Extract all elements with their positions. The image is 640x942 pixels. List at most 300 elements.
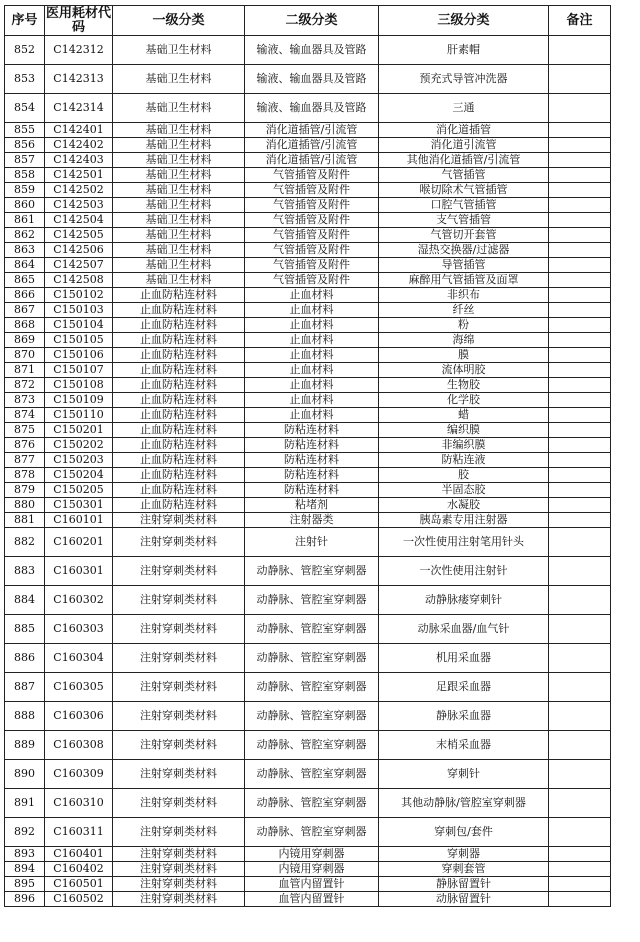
cell-level2-category: 止血材料 <box>245 333 379 348</box>
cell-level1-category: 止血防粘连材料 <box>113 498 245 513</box>
cell-remarks <box>549 453 611 468</box>
cell-level2-category: 气管插管及附件 <box>245 213 379 228</box>
table-row <box>5 363 611 378</box>
cell-consumable-code: C150102 <box>45 288 113 303</box>
cell-remarks <box>549 243 611 258</box>
cell-remarks <box>549 258 611 273</box>
cell-consumable-code: C142312 <box>45 36 113 65</box>
cell-level2-category: 血管内留置针 <box>245 892 379 907</box>
header-level2-category: 二级分类 <box>245 6 379 36</box>
cell-level1-category: 基础卫生材料 <box>113 198 245 213</box>
cell-remarks <box>549 408 611 423</box>
cell-level2-category: 气管插管及附件 <box>245 183 379 198</box>
cell-remarks <box>549 123 611 138</box>
table-row <box>5 644 611 673</box>
cell-level3-category: 其他动静脉/管腔室穿刺器 <box>379 789 549 818</box>
cell-serial-no: 857 <box>5 153 45 168</box>
cell-consumable-code: C150301 <box>45 498 113 513</box>
cell-level2-category: 防粘连材料 <box>245 468 379 483</box>
cell-consumable-code: C150203 <box>45 453 113 468</box>
cell-level1-category: 基础卫生材料 <box>113 258 245 273</box>
cell-level1-category: 注射穿刺类材料 <box>113 731 245 760</box>
cell-serial-no: 872 <box>5 378 45 393</box>
cell-consumable-code: C160309 <box>45 760 113 789</box>
cell-serial-no: 879 <box>5 483 45 498</box>
cell-serial-no: 877 <box>5 453 45 468</box>
table-row <box>5 213 611 228</box>
cell-consumable-code: C160302 <box>45 586 113 615</box>
table-row <box>5 288 611 303</box>
cell-serial-no: 868 <box>5 318 45 333</box>
cell-consumable-code: C160201 <box>45 528 113 557</box>
cell-consumable-code: C142506 <box>45 243 113 258</box>
cell-consumable-code: C160101 <box>45 513 113 528</box>
table-row <box>5 94 611 123</box>
cell-remarks <box>549 818 611 847</box>
cell-serial-no: 895 <box>5 877 45 892</box>
cell-level1-category: 止血防粘连材料 <box>113 333 245 348</box>
cell-serial-no: 882 <box>5 528 45 557</box>
cell-level3-category: 足跟采血器 <box>379 673 549 702</box>
cell-serial-no: 854 <box>5 94 45 123</box>
cell-remarks <box>549 213 611 228</box>
cell-level1-category: 止血防粘连材料 <box>113 408 245 423</box>
cell-consumable-code: C150109 <box>45 393 113 408</box>
cell-remarks <box>549 183 611 198</box>
cell-remarks <box>549 168 611 183</box>
cell-serial-no: 874 <box>5 408 45 423</box>
cell-level2-category: 动静脉、管腔室穿刺器 <box>245 615 379 644</box>
cell-serial-no: 865 <box>5 273 45 288</box>
cell-level3-category: 膜 <box>379 348 549 363</box>
cell-remarks <box>549 348 611 363</box>
cell-consumable-code: C160501 <box>45 877 113 892</box>
cell-consumable-code: C150110 <box>45 408 113 423</box>
cell-level2-category: 输液、输血器具及管路 <box>245 36 379 65</box>
table-row <box>5 243 611 258</box>
cell-level1-category: 基础卫生材料 <box>113 153 245 168</box>
cell-serial-no: 886 <box>5 644 45 673</box>
cell-serial-no: 859 <box>5 183 45 198</box>
cell-level1-category: 基础卫生材料 <box>113 168 245 183</box>
cell-serial-no: 869 <box>5 333 45 348</box>
table-row <box>5 438 611 453</box>
header-serial-no: 序号 <box>5 6 45 36</box>
cell-level3-category: 蜡 <box>379 408 549 423</box>
cell-level1-category: 止血防粘连材料 <box>113 378 245 393</box>
cell-consumable-code: C150106 <box>45 348 113 363</box>
cell-serial-no: 862 <box>5 228 45 243</box>
cell-level1-category: 止血防粘连材料 <box>113 438 245 453</box>
table-row <box>5 731 611 760</box>
cell-level3-category: 末梢采血器 <box>379 731 549 760</box>
cell-consumable-code: C150107 <box>45 363 113 378</box>
table-row <box>5 168 611 183</box>
cell-level3-category: 编织膜 <box>379 423 549 438</box>
cell-serial-no: 894 <box>5 862 45 877</box>
cell-remarks <box>549 528 611 557</box>
cell-serial-no: 858 <box>5 168 45 183</box>
cell-remarks <box>549 702 611 731</box>
cell-remarks <box>549 847 611 862</box>
table-row <box>5 760 611 789</box>
cell-serial-no: 896 <box>5 892 45 907</box>
cell-serial-no: 863 <box>5 243 45 258</box>
table-row <box>5 862 611 877</box>
cell-level1-category: 注射穿刺类材料 <box>113 513 245 528</box>
cell-remarks <box>549 615 611 644</box>
cell-serial-no: 883 <box>5 557 45 586</box>
cell-level2-category: 气管插管及附件 <box>245 228 379 243</box>
cell-remarks <box>549 138 611 153</box>
cell-serial-no: 871 <box>5 363 45 378</box>
cell-level2-category: 血管内留置针 <box>245 877 379 892</box>
cell-serial-no: 888 <box>5 702 45 731</box>
cell-level2-category: 动静脉、管腔室穿刺器 <box>245 818 379 847</box>
cell-level1-category: 止血防粘连材料 <box>113 468 245 483</box>
table-row <box>5 36 611 65</box>
cell-level1-category: 注射穿刺类材料 <box>113 615 245 644</box>
cell-level3-category: 湿热交换器/过滤器 <box>379 243 549 258</box>
cell-level1-category: 注射穿刺类材料 <box>113 818 245 847</box>
cell-level1-category: 止血防粘连材料 <box>113 453 245 468</box>
table-row <box>5 393 611 408</box>
cell-level1-category: 注射穿刺类材料 <box>113 892 245 907</box>
header-level1-category: 一级分类 <box>113 6 245 36</box>
cell-level1-category: 止血防粘连材料 <box>113 423 245 438</box>
cell-level2-category: 动静脉、管腔室穿刺器 <box>245 702 379 731</box>
cell-level3-category: 胶 <box>379 468 549 483</box>
cell-serial-no: 867 <box>5 303 45 318</box>
table-row <box>5 498 611 513</box>
table-row <box>5 468 611 483</box>
cell-level1-category: 注射穿刺类材料 <box>113 644 245 673</box>
table-row <box>5 847 611 862</box>
cell-level1-category: 基础卫生材料 <box>113 183 245 198</box>
cell-level2-category: 止血材料 <box>245 378 379 393</box>
cell-serial-no: 887 <box>5 673 45 702</box>
cell-consumable-code: C160401 <box>45 847 113 862</box>
cell-level2-category: 注射器类 <box>245 513 379 528</box>
table-row <box>5 198 611 213</box>
cell-level1-category: 注射穿刺类材料 <box>113 528 245 557</box>
cell-consumable-code: C142402 <box>45 138 113 153</box>
cell-remarks <box>549 198 611 213</box>
cell-level1-category: 止血防粘连材料 <box>113 483 245 498</box>
cell-remarks <box>549 438 611 453</box>
cell-serial-no: 890 <box>5 760 45 789</box>
cell-serial-no: 878 <box>5 468 45 483</box>
cell-serial-no: 852 <box>5 36 45 65</box>
cell-serial-no: 866 <box>5 288 45 303</box>
cell-level3-category: 动脉留置针 <box>379 892 549 907</box>
table-row <box>5 673 611 702</box>
cell-consumable-code: C160305 <box>45 673 113 702</box>
table-row <box>5 702 611 731</box>
cell-remarks <box>549 378 611 393</box>
cell-level3-category: 穿刺针 <box>379 760 549 789</box>
cell-consumable-code: C142504 <box>45 213 113 228</box>
cell-level2-category: 防粘连材料 <box>245 423 379 438</box>
cell-level1-category: 止血防粘连材料 <box>113 288 245 303</box>
cell-level1-category: 注射穿刺类材料 <box>113 847 245 862</box>
cell-consumable-code: C160306 <box>45 702 113 731</box>
medical-consumables-table <box>4 5 611 907</box>
cell-level1-category: 基础卫生材料 <box>113 94 245 123</box>
cell-remarks <box>549 892 611 907</box>
cell-level3-category: 半固态胶 <box>379 483 549 498</box>
cell-level2-category: 消化道插管/引流管 <box>245 123 379 138</box>
table-row <box>5 892 611 907</box>
table-row <box>5 408 611 423</box>
cell-level3-category: 动脉采血器/血气针 <box>379 615 549 644</box>
cell-level3-category: 静脉采血器 <box>379 702 549 731</box>
cell-level2-category: 消化道插管/引流管 <box>245 138 379 153</box>
cell-level2-category: 防粘连材料 <box>245 438 379 453</box>
cell-level3-category: 化学胶 <box>379 393 549 408</box>
cell-remarks <box>549 303 611 318</box>
cell-level3-category: 海绵 <box>379 333 549 348</box>
cell-remarks <box>549 288 611 303</box>
cell-consumable-code: C160304 <box>45 644 113 673</box>
cell-consumable-code: C142503 <box>45 198 113 213</box>
cell-remarks <box>549 586 611 615</box>
cell-level2-category: 气管插管及附件 <box>245 168 379 183</box>
cell-level1-category: 止血防粘连材料 <box>113 348 245 363</box>
cell-level1-category: 基础卫生材料 <box>113 65 245 94</box>
cell-level3-category: 机用采血器 <box>379 644 549 673</box>
cell-serial-no: 856 <box>5 138 45 153</box>
cell-remarks <box>549 333 611 348</box>
table-row <box>5 123 611 138</box>
cell-level1-category: 注射穿刺类材料 <box>113 877 245 892</box>
cell-serial-no: 884 <box>5 586 45 615</box>
cell-level2-category: 止血材料 <box>245 363 379 378</box>
cell-consumable-code: C160303 <box>45 615 113 644</box>
cell-level2-category: 止血材料 <box>245 303 379 318</box>
cell-serial-no: 855 <box>5 123 45 138</box>
cell-level2-category: 动静脉、管腔室穿刺器 <box>245 644 379 673</box>
cell-level3-category: 生物胶 <box>379 378 549 393</box>
cell-level3-category: 麻醉用气管插管及面罩 <box>379 273 549 288</box>
cell-remarks <box>549 513 611 528</box>
cell-level2-category: 止血材料 <box>245 393 379 408</box>
cell-serial-no: 880 <box>5 498 45 513</box>
cell-level1-category: 止血防粘连材料 <box>113 318 245 333</box>
cell-level3-category: 三通 <box>379 94 549 123</box>
cell-remarks <box>549 65 611 94</box>
cell-remarks <box>549 318 611 333</box>
table-row <box>5 65 611 94</box>
cell-level2-category: 动静脉、管腔室穿刺器 <box>245 760 379 789</box>
cell-remarks <box>549 423 611 438</box>
cell-level2-category: 止血材料 <box>245 348 379 363</box>
cell-serial-no: 875 <box>5 423 45 438</box>
table-row <box>5 258 611 273</box>
cell-level1-category: 基础卫生材料 <box>113 138 245 153</box>
cell-consumable-code: C150104 <box>45 318 113 333</box>
table-row <box>5 318 611 333</box>
table-row <box>5 586 611 615</box>
cell-level2-category: 注射针 <box>245 528 379 557</box>
cell-level3-category: 水凝胶 <box>379 498 549 513</box>
cell-consumable-code: C142501 <box>45 168 113 183</box>
cell-remarks <box>549 498 611 513</box>
cell-level3-category: 非编织膜 <box>379 438 549 453</box>
table-row <box>5 513 611 528</box>
cell-serial-no: 891 <box>5 789 45 818</box>
cell-level3-category: 消化道插管 <box>379 123 549 138</box>
cell-level3-category: 穿刺套管 <box>379 862 549 877</box>
cell-level1-category: 注射穿刺类材料 <box>113 673 245 702</box>
cell-level3-category: 非织布 <box>379 288 549 303</box>
cell-consumable-code: C142505 <box>45 228 113 243</box>
table-row <box>5 183 611 198</box>
cell-level1-category: 注射穿刺类材料 <box>113 789 245 818</box>
cell-level3-category: 其他消化道插管/引流管 <box>379 153 549 168</box>
cell-level1-category: 注射穿刺类材料 <box>113 557 245 586</box>
cell-serial-no: 861 <box>5 213 45 228</box>
cell-serial-no: 893 <box>5 847 45 862</box>
cell-level2-category: 粘堵剂 <box>245 498 379 513</box>
cell-consumable-code: C142502 <box>45 183 113 198</box>
cell-level1-category: 基础卫生材料 <box>113 228 245 243</box>
cell-level2-category: 动静脉、管腔室穿刺器 <box>245 731 379 760</box>
table-row <box>5 483 611 498</box>
table-row <box>5 423 611 438</box>
cell-remarks <box>549 644 611 673</box>
cell-level3-category: 动静脉瘘穿刺针 <box>379 586 549 615</box>
cell-remarks <box>549 94 611 123</box>
cell-level3-category: 纤丝 <box>379 303 549 318</box>
cell-remarks <box>549 153 611 168</box>
cell-remarks <box>549 393 611 408</box>
cell-level1-category: 基础卫生材料 <box>113 213 245 228</box>
cell-serial-no: 864 <box>5 258 45 273</box>
cell-level2-category: 输液、输血器具及管路 <box>245 94 379 123</box>
cell-remarks <box>549 789 611 818</box>
header-remarks: 备注 <box>549 6 611 36</box>
cell-level2-category: 防粘连材料 <box>245 483 379 498</box>
cell-level3-category: 喉切除术气管插管 <box>379 183 549 198</box>
cell-serial-no: 889 <box>5 731 45 760</box>
cell-consumable-code: C160502 <box>45 892 113 907</box>
table-row <box>5 348 611 363</box>
cell-consumable-code: C142314 <box>45 94 113 123</box>
cell-level3-category: 一次性使用注射针 <box>379 557 549 586</box>
cell-level2-category: 止血材料 <box>245 408 379 423</box>
cell-serial-no: 876 <box>5 438 45 453</box>
cell-level2-category: 动静脉、管腔室穿刺器 <box>245 557 379 586</box>
cell-level2-category: 气管插管及附件 <box>245 198 379 213</box>
cell-consumable-code: C142313 <box>45 65 113 94</box>
cell-level2-category: 气管插管及附件 <box>245 243 379 258</box>
table-row <box>5 378 611 393</box>
table-row <box>5 818 611 847</box>
cell-consumable-code: C142401 <box>45 123 113 138</box>
cell-remarks <box>549 731 611 760</box>
cell-level3-category: 穿刺器 <box>379 847 549 862</box>
table-row <box>5 789 611 818</box>
cell-consumable-code: C150202 <box>45 438 113 453</box>
cell-serial-no: 870 <box>5 348 45 363</box>
cell-level3-category: 胰岛素专用注射器 <box>379 513 549 528</box>
cell-consumable-code: C150205 <box>45 483 113 498</box>
cell-level2-category: 内镜用穿刺器 <box>245 862 379 877</box>
cell-serial-no: 885 <box>5 615 45 644</box>
header-level3-category: 三级分类 <box>379 6 549 36</box>
cell-level1-category: 基础卫生材料 <box>113 243 245 258</box>
table-row <box>5 228 611 243</box>
cell-level1-category: 注射穿刺类材料 <box>113 586 245 615</box>
cell-serial-no: 853 <box>5 65 45 94</box>
cell-remarks <box>549 673 611 702</box>
table-row <box>5 528 611 557</box>
cell-consumable-code: C142508 <box>45 273 113 288</box>
table-row <box>5 615 611 644</box>
cell-level3-category: 粉 <box>379 318 549 333</box>
catalog-table-container <box>4 5 611 907</box>
cell-level3-category: 支气管插管 <box>379 213 549 228</box>
cell-level3-category: 气管切开套管 <box>379 228 549 243</box>
table-row <box>5 273 611 288</box>
cell-remarks <box>549 483 611 498</box>
cell-level1-category: 基础卫生材料 <box>113 123 245 138</box>
header-row <box>5 6 611 36</box>
cell-consumable-code: C160301 <box>45 557 113 586</box>
cell-level1-category: 止血防粘连材料 <box>113 363 245 378</box>
cell-level3-category: 消化道引流管 <box>379 138 549 153</box>
cell-level3-category: 穿刺包/套件 <box>379 818 549 847</box>
cell-level2-category: 动静脉、管腔室穿刺器 <box>245 586 379 615</box>
cell-level2-category: 防粘连材料 <box>245 453 379 468</box>
cell-level2-category: 动静脉、管腔室穿刺器 <box>245 673 379 702</box>
cell-level1-category: 基础卫生材料 <box>113 273 245 288</box>
cell-level2-category: 止血材料 <box>245 288 379 303</box>
cell-remarks <box>549 862 611 877</box>
cell-remarks <box>549 36 611 65</box>
table-row <box>5 153 611 168</box>
cell-remarks <box>549 877 611 892</box>
cell-serial-no: 860 <box>5 198 45 213</box>
cell-level2-category: 消化道插管/引流管 <box>245 153 379 168</box>
cell-remarks <box>549 760 611 789</box>
cell-level3-category: 防粘连液 <box>379 453 549 468</box>
cell-serial-no: 873 <box>5 393 45 408</box>
cell-consumable-code: C160311 <box>45 818 113 847</box>
cell-level1-category: 注射穿刺类材料 <box>113 702 245 731</box>
table-row <box>5 138 611 153</box>
cell-consumable-code: C160310 <box>45 789 113 818</box>
cell-serial-no: 881 <box>5 513 45 528</box>
table-row <box>5 303 611 318</box>
cell-level3-category: 一次性使用注射笔用针头 <box>379 528 549 557</box>
cell-level2-category: 气管插管及附件 <box>245 258 379 273</box>
cell-consumable-code: C142507 <box>45 258 113 273</box>
cell-level3-category: 肝素帽 <box>379 36 549 65</box>
header-consumable-code: 医用耗材代码 <box>45 5 111 35</box>
cell-remarks <box>549 228 611 243</box>
cell-serial-no: 892 <box>5 818 45 847</box>
cell-level1-category: 止血防粘连材料 <box>113 303 245 318</box>
cell-remarks <box>549 468 611 483</box>
cell-consumable-code: C150103 <box>45 303 113 318</box>
cell-remarks <box>549 363 611 378</box>
cell-level1-category: 止血防粘连材料 <box>113 393 245 408</box>
cell-level3-category: 口腔气管插管 <box>379 198 549 213</box>
cell-level3-category: 气管插管 <box>379 168 549 183</box>
table-row <box>5 333 611 348</box>
